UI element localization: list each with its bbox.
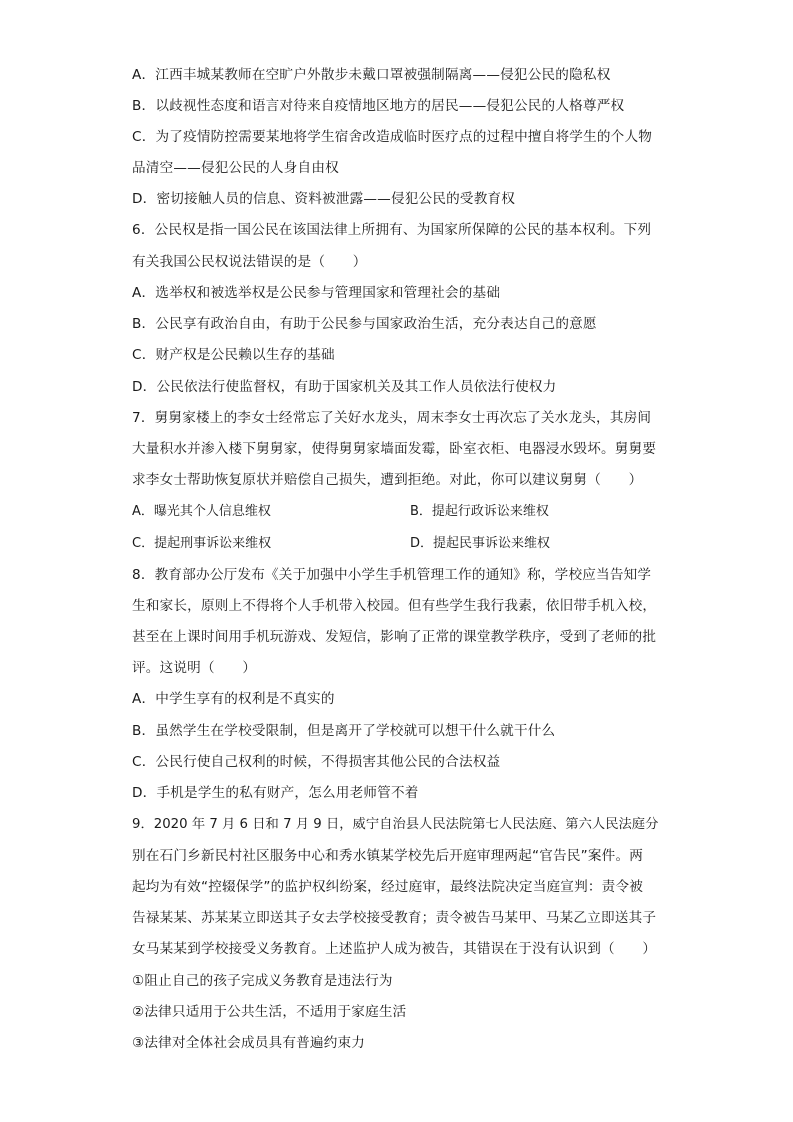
q9-stem-cont-2: 起均为有效“控辍保学”的监护权纠纷案，经过庭审，最终法院决定当庭宣判：责令被: [132, 879, 644, 895]
q7-option-a: A．曝光其个人信息维权: [132, 504, 271, 519]
q5-option-d: D．密切接触人员的信息、资料被泄露——侵犯公民的受教育权: [132, 191, 516, 207]
q7-stem-cont-1: 大量积水并渗入楼下舅舅家，使得舅舅家墙面发霉，卧室衣柜、电器浸水毁坏。舅舅要: [132, 441, 657, 457]
q8-option-b: B．虽然学生在学校受限制，但是离开了学校就可以想干什么就干什么: [132, 723, 556, 739]
q5-option-c: C．为了疫情防控需要某地将学生宿舍改造成临时医疗点的过程中擅自将学生的个人物: [132, 129, 653, 145]
q8-option-c: C．公民行使自己权利的时候，不得损害其他公民的合法权益: [132, 754, 501, 770]
q9-stem: 9．2020 年 7 月 6 日和 7 月 9 日，威宁自治县人民法院第七人民法庭、第六人民法庭分: [132, 817, 659, 832]
q9-stem-cont-4: 女马某某到学校接受义务教育。上述监护人成为被告，其错误在于没有认识到（ ）: [132, 941, 657, 957]
q8-stem-cont-3: 评。这说明（ ）: [132, 660, 257, 676]
q6-option-d: D．公民依法行使监督权，有助于国家机关及其工作人员依法行使权力: [132, 379, 557, 395]
q7-stem-cont-2: 求李女士帮助恢复原状并赔偿自己损失，遭到拒绝。对此，你可以建议舅舅（ ）: [132, 472, 643, 488]
q5-option-a: A．江西丰城某教师在空旷户外散步未戴口罩被强制隔离——侵犯公民的隐私权: [132, 67, 611, 83]
q7-option-b: B．提起行政诉讼来维权: [410, 504, 549, 519]
q9-item-3: ③法律对全体社会成员具有普遍约束力: [132, 1035, 366, 1051]
q8-option-a: A．中学生享有的权利是不真实的: [132, 691, 335, 707]
q7-option-d: D．提起民事诉讼来维权: [410, 536, 551, 551]
q7-options-row-1: [132, 502, 692, 522]
q8-stem-cont-1: 生和家长，原则上不得将个人手机带入校园。但有些学生我行我素，依旧带手机入校，: [132, 598, 657, 614]
q9-stem-cont-3: 告禄某某、苏某某立即送其子女去学校接受教育；责令被告马某甲、马某乙立即送其子: [132, 910, 657, 926]
q5-option-c-cont: 品清空——侵犯公民的人身自由权: [132, 160, 339, 176]
q8-stem-cont-2: 甚至在上课时间用手机玩游戏、发短信，影响了正常的课堂教学秩序，受到了老师的批: [132, 629, 657, 645]
q5-option-b: B．以歧视性态度和语言对待来自疫情地区地方的居民——侵犯公民的人格尊严权: [132, 98, 625, 114]
q7-options-row-2: [132, 534, 692, 554]
q8-stem: 8．教育部办公厅发布《关于加强中小学生手机管理工作的通知》称，学校应当告知学: [132, 567, 652, 583]
q6-option-a: A．选举权和被选举权是公民参与管理国家和管理社会的基础: [132, 285, 501, 301]
q6-stem: 6．公民权是指一国公民在该国法律上所拥有、为国家所保障的公民的基本权利。下列: [132, 222, 652, 238]
q7-option-c: C．提起刑事诉讼来维权: [132, 536, 272, 551]
q6-option-b: B．公民享有政治自由，有助于公民参与国家政治生活，充分表达自己的意愿: [132, 316, 597, 332]
q9-item-1: ①阻止自己的孩子完成义务教育是违法行为: [132, 973, 393, 989]
q7-stem: 7．舅舅家楼上的李女士经常忘了关好水龙头，周末李女士再次忘了关水龙头，其房间: [132, 410, 652, 426]
q6-stem-cont: 有关我国公民权说法错误的是（ ）: [132, 254, 367, 270]
q6-option-c: C．财产权是公民赖以生存的基础: [132, 347, 335, 363]
q9-item-2: ②法律只适用于公共生活，不适用于家庭生活: [132, 1004, 407, 1020]
q8-option-d: D．手机是学生的私有财产，怎么用老师管不着: [132, 785, 419, 801]
q9-stem-cont-1: 别在石门乡新民村社区服务中心和秀水镇某学校先后开庭审理两起“官告民”案件。两: [132, 848, 644, 864]
